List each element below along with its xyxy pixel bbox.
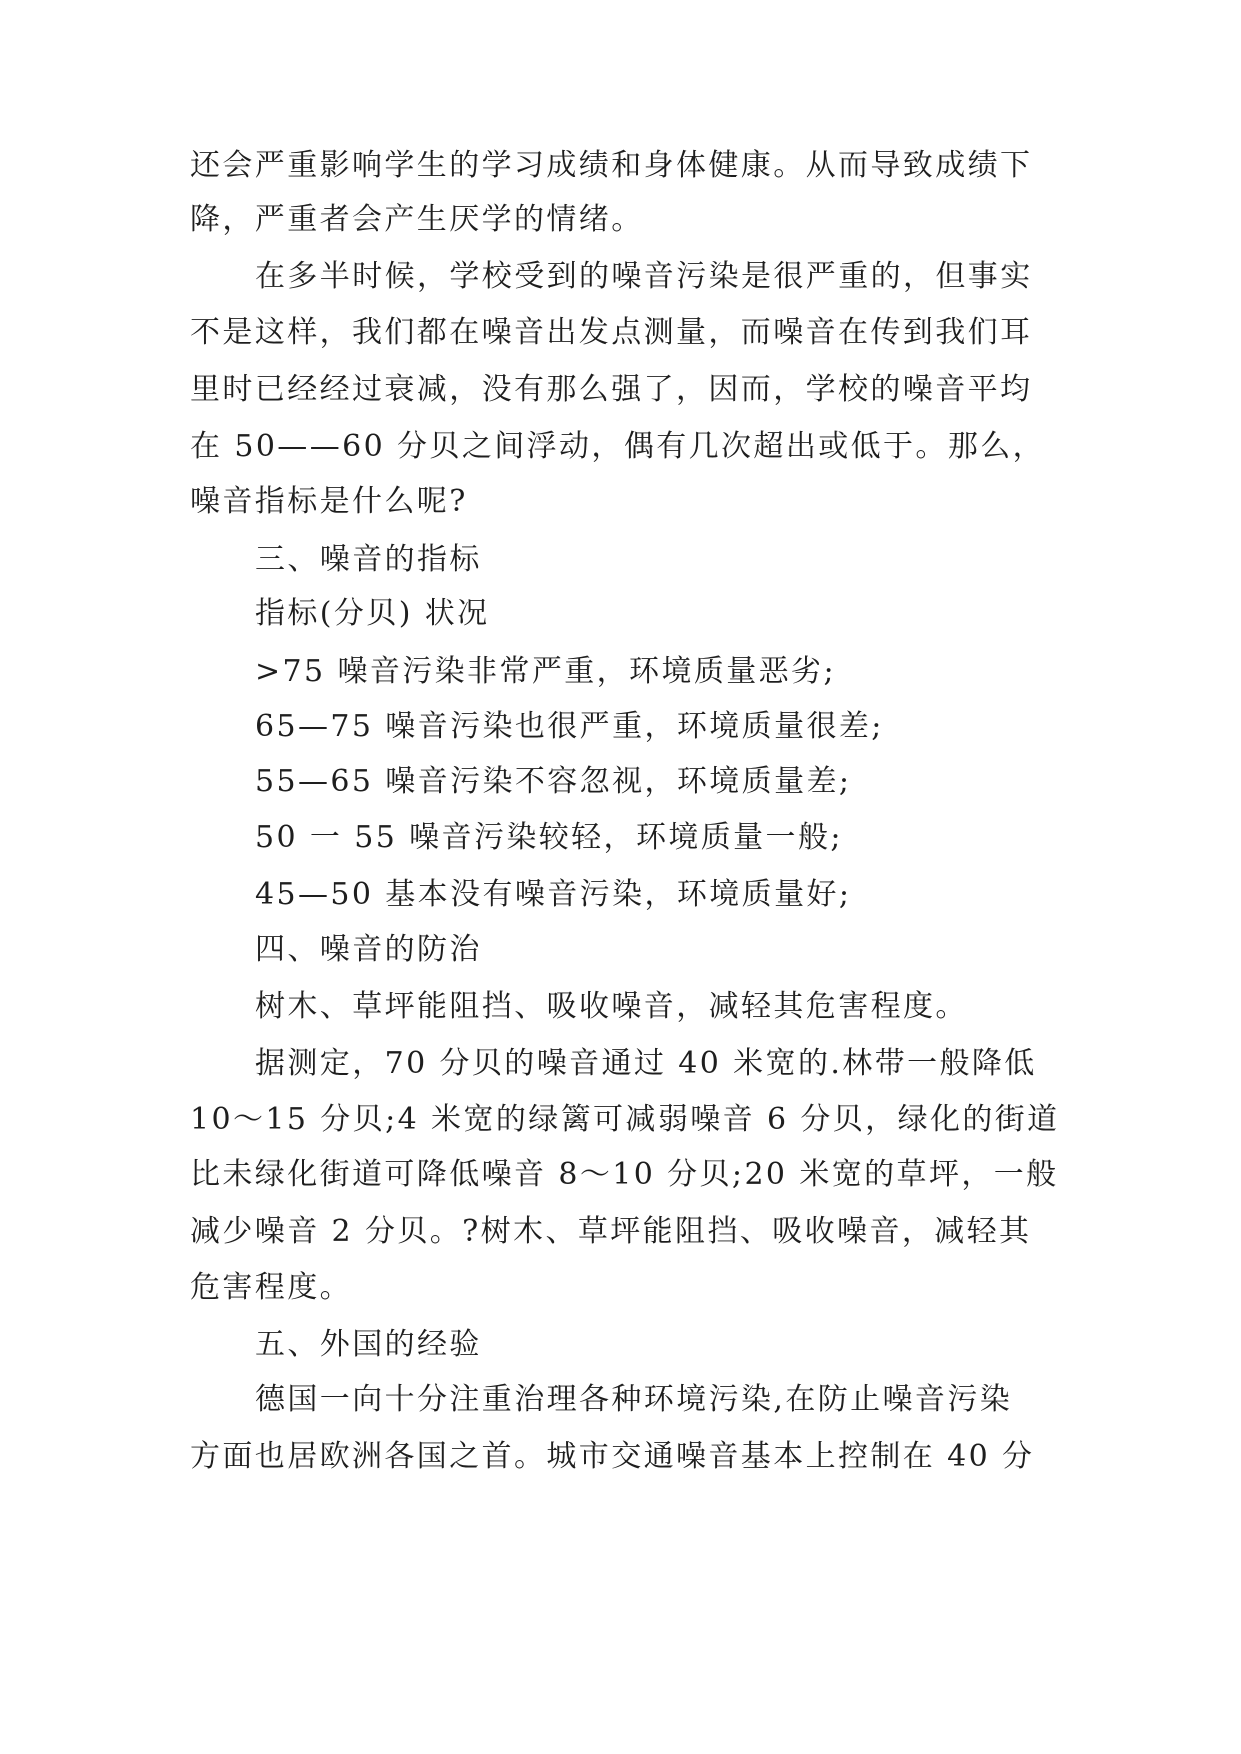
text-line: 里时已经经过衰减，没有那么强了，因而，学校的噪音平均 <box>190 372 1033 407</box>
index-row: 65—75 噪音污染也很严重，环境质量很差; <box>255 709 884 744</box>
index-row: 55—65 噪音污染不容忽视，环境质量差; <box>255 764 852 799</box>
text-line: 在 50——60 分贝之间浮动，偶有几次超出或低于。那么， <box>190 429 1046 464</box>
text-line: 减少噪音 2 分贝。?树木、草坪能阻挡、吸收噪音，减轻其 <box>190 1214 1032 1249</box>
text-line: 降，严重者会产生厌学的情绪。 <box>190 202 644 237</box>
text-line: 比未绿化街道可降低噪音 8～10 分贝;20 米宽的草坪，一般 <box>190 1157 1059 1192</box>
text-line: 方面也居欧洲各国之首。城市交通噪音基本上控制在 40 分 <box>190 1439 1035 1474</box>
text-line: 10～15 分贝;4 米宽的绿篱可减弱噪音 6 分贝，绿化的街道 <box>190 1102 1060 1137</box>
index-row: 50 一 55 噪音污染较轻，环境质量一般; <box>255 820 843 855</box>
index-row: >75 噪音污染非常严重，环境质量恶劣; <box>255 654 836 689</box>
paragraph-start: 德国一向十分注重治理各种环境污染,在防止噪音污染 <box>255 1382 1013 1417</box>
paragraph-start: 据测定，70 分贝的噪音通过 40 米宽的.林带一般降低 <box>255 1046 1037 1081</box>
paragraph-start: 在多半时候，学校受到的噪音污染是很严重的，但事实 <box>255 259 1033 294</box>
text-line: 还会严重影响学生的学习成绩和身体健康。从而导致成绩下 <box>190 148 1033 183</box>
index-row: 45—50 基本没有噪音污染，环境质量好; <box>255 877 852 912</box>
section-heading: 三、噪音的指标 <box>255 542 482 577</box>
text-line: 噪音指标是什么呢? <box>190 484 468 519</box>
section-heading: 四、噪音的防治 <box>255 932 482 967</box>
paragraph-start: 树木、草坪能阻挡、吸收噪音，减轻其危害程度。 <box>255 989 968 1024</box>
table-header: 指标(分贝) 状况 <box>255 596 490 631</box>
section-heading: 五、外国的经验 <box>255 1327 482 1362</box>
text-line: 不是这样，我们都在噪音出发点测量，而噪音在传到我们耳 <box>190 315 1033 350</box>
text-line: 危害程度。 <box>190 1270 352 1305</box>
